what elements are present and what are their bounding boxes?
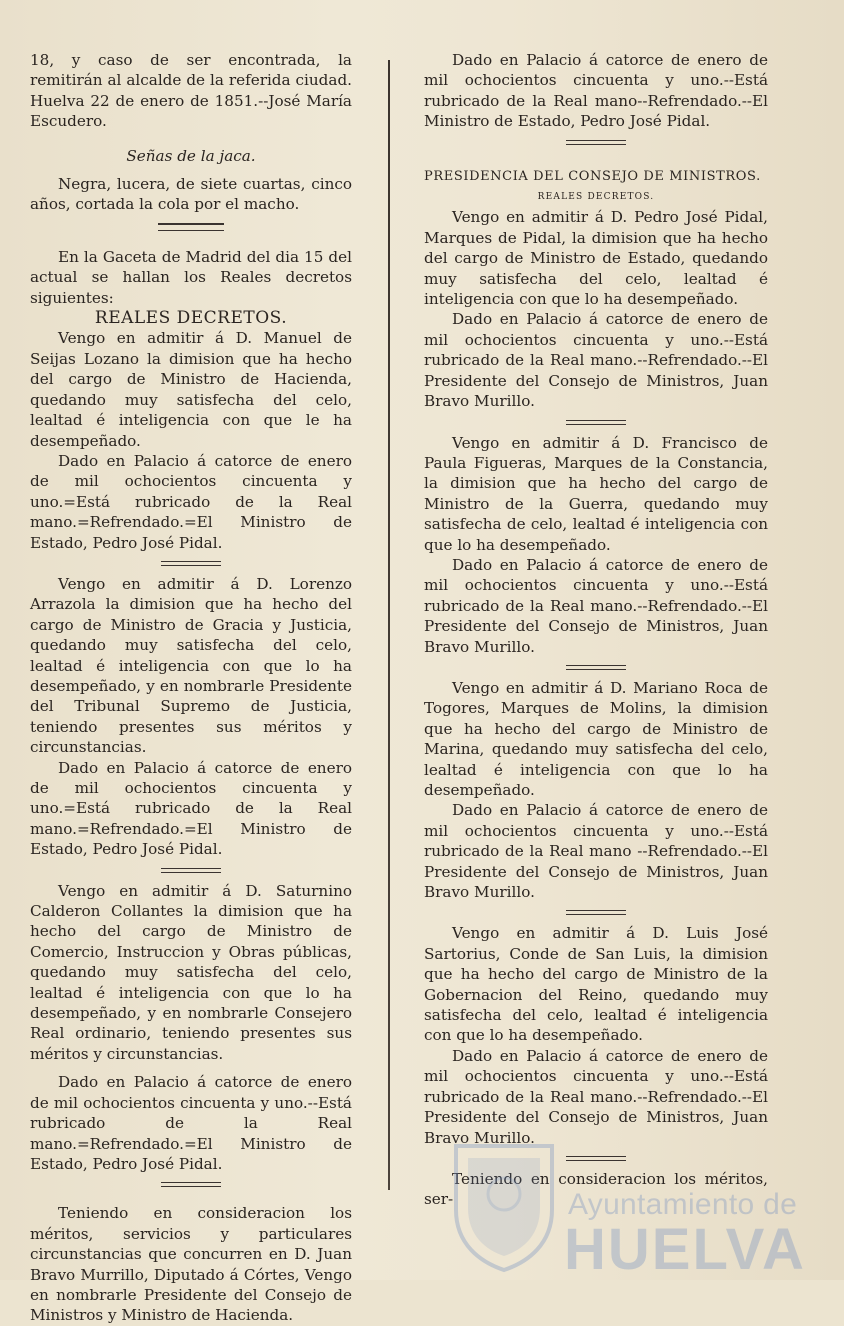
decree-date: Dado en Palacio á catorce de enero de mil ochocientos cincuenta y uno.--Está rubricado de la Real mano.--Refrendado.--El Presidente del Consejo de Ministros, Juan Bravo Murillo.	[424, 310, 768, 411]
divider	[566, 910, 626, 915]
continuation-paragraph: Dado en Palacio á catorce de enero de mil ochocientos cincuenta y uno.--Está rubricado de la Real mano--Refrendado.--El Ministro de Estado, Pedro José Pidal.	[424, 51, 768, 131]
decree-paragraph: Vengo en admitir á D. Francisco de Paula Figueras, Marques de la Constancia, la dimision que ha hecho del cargo de Ministro de la Guerra, quedando muy satisfecha de celo, lealtad é inteligencia con que lo ha desempeñado.	[424, 433, 768, 554]
decree-paragraph: Teniendo en consideracion los méritos, servicios y particulares circunstancias que concurren en D. Juan Bravo Murrillo, Diputado á Córtes, Vengo en nombrarle Presidente del Consejo de Ministros y Ministro de Hacienda.	[30, 1204, 352, 1325]
senas-title: Señas de la jaca.	[126, 146, 256, 165]
decree-paragraph: Vengo en admitir á D. Manuel de Seijas Lozano la dimision que ha hecho del cargo de Ministro de Hacienda, quedando muy satisfecha del celo, lealtad é inteligencia con que le ha desempeñado.	[30, 329, 352, 450]
watermark-line-1: Ayuntamiento de	[568, 1188, 798, 1221]
intro-paragraph: 18, y caso de ser encontrada, la remitirán al alcalde de la referida ciudad. Huelva 22 de enero de 1851.--José María Escudero.	[30, 51, 352, 131]
last-line: Teniendo en consideracion los méritos, ser-	[424, 1169, 768, 1209]
decree-paragraph: Vengo en admitir á D. Saturnino Calderon Collantes la dimision que ha hecho del cargo de Ministro de Comercio, Instruccion y Obras públicas, quedando muy satisfecha del celo, lealtad é inteligencia con que lo ha desempeñado, y en nombrarle Consejero Real ordinario, teniendo presentes sus méritos y circunstancias.	[30, 881, 352, 1063]
decree-date: Dado en Palacio á catorce de enero de mil ochocientos cincuenta y uno.=Está rubricado de la Real mano.=Refrendado.=El Ministro de Estado, Pedro José Pidal.	[30, 451, 352, 552]
decree-date: Dado en Palacio á catorce de enero de mil ochocientos cincuenta y uno.--Está rubricado de la Real mano.--Refrendado.--El Presidente del Consejo de Ministros, Juan Bravo Murillo.	[424, 1046, 768, 1147]
reales-decretos-heading: REALES DECRETOS.	[94, 308, 288, 329]
presidencia-heading: PRESIDENCIA DEL CONSEJO DE MINISTROS.	[424, 168, 761, 184]
left-column	[30, 50, 352, 1326]
decree-date: Dado en Palacio á catorce de enero de mil ochocientos cincuenta y uno.=Está rubricado de la Real mano.=Refrendado.=El Ministro de Estado, Pedro José Pidal.	[30, 758, 352, 859]
watermark-line-2: HUELVA	[564, 1217, 806, 1282]
decree-date: Dado en Palacio á catorce de enero de mil ochocientos cincuenta y uno.--Está rubricado de la Real mano --Refrendado.--El Presidente del Consejo de Ministros, Juan Bravo Murillo.	[424, 801, 768, 902]
divider	[566, 665, 626, 670]
divider	[158, 223, 224, 231]
decree-paragraph: Vengo en admitir á D. Lorenzo Arrazola la dimision que ha hecho del cargo de Ministro de Gracia y Justicia, quedando muy satisfecha del celo, lealtad é inteligencia con que lo ha desempeñado, y en nombrarle Presidente del Tribunal Supremo de Justicia, teniendo presentes sus méritos y circunstancias.	[30, 574, 352, 757]
divider	[161, 1182, 221, 1187]
divider	[161, 561, 221, 566]
reales-decretos-subheading: REALES DECRETOS.	[537, 192, 655, 203]
divider	[566, 140, 626, 145]
divider	[566, 420, 626, 425]
divider	[161, 868, 221, 873]
right-column	[424, 50, 768, 1210]
gaceta-intro: En la Gaceta de Madrid del dia 15 del actual se hallan los Reales decretos siguientes:	[30, 247, 352, 307]
decree-paragraph: Vengo en admitir á D. Mariano Roca de Togores, Marques de Molins, la dimision que ha hecho del cargo de Ministro de Marina, quedando muy satisfecha del celo, lealtad é inteligencia con que lo ha desempeñado.	[424, 678, 768, 799]
decree-date: Dado en Palacio á catorce de enero de mil ochocientos cincuenta y uno.--Está rubricado de la Real mano.=Refrendado.=El Ministro de Estado, Pedro José Pidal.	[30, 1073, 352, 1173]
shield-icon	[448, 1140, 560, 1274]
decree-paragraph: Vengo en admitir á D. Luis José Sartorius, Conde de San Luis, la dimision que ha hecho del cargo de Ministro de la Gobernacion del Reino, quedando muy satisfecha del celo, lealtad é inteligencia con que lo ha desempeñado.	[424, 924, 768, 1045]
column-separator	[388, 60, 390, 1190]
senas-text: Negra, lucera, de siete cuartas, cinco años, cortada la cola por el macho.	[30, 175, 352, 214]
decree-date: Dado en Palacio á catorce de enero de mil ochocientos cincuenta y uno.--Está rubricado de la Real mano.--Refrendado.--El Presidente del Consejo de Ministros, Juan Bravo Murillo.	[424, 555, 768, 656]
decree-paragraph: Vengo en admitir á D. Pedro José Pidal, Marques de Pidal, la dimision que ha hecho del cargo de Ministro de Estado, quedando muy satisfecha del celo, lealtad é inteligencia con que lo ha desempeñado.	[424, 208, 768, 309]
watermark	[438, 1132, 838, 1282]
